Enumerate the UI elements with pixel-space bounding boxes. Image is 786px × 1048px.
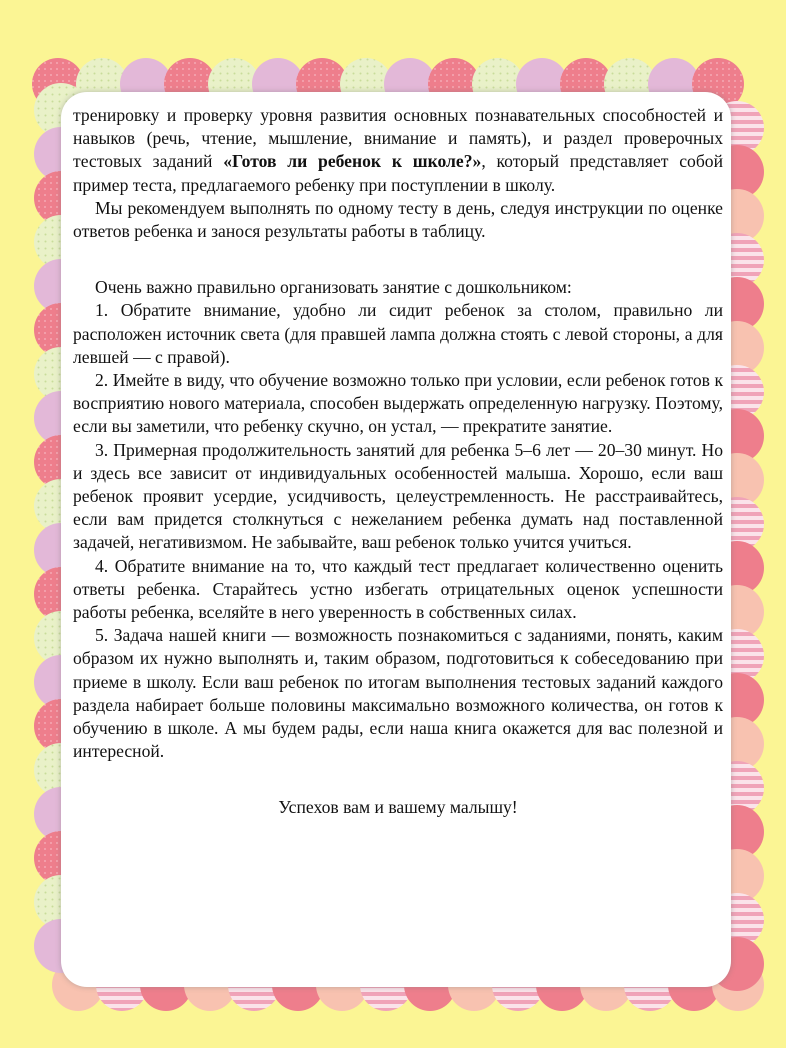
recommend-paragraph: Мы рекомендуем выполнять по одному тесту в день, следуя инструкции по оценке ответов ребенка и занося результаты работы в таблицу. [73,197,723,242]
important-paragraph: Очень важно правильно организовать занятие с дошкольником: [95,277,572,298]
list-item-5: 5. Задача нашей книги — возможность познакомиться с заданиями, понять, каким образом их нужно выполнять и, таким образом, подготовиться к собеседованию при приеме в школу. Если ваш ребенок по итогам выполнения тестовых заданий каждого раздела набирает больше половины максимально возможного количества, он готов к обучению в школе. А мы будем рады, если наша книга окажется для вас полезной и интересной. [73,625,723,762]
test-section-title: «Готов ли ребенок к школе?» [223,151,482,172]
text-card [61,92,731,987]
list-item-2: 2. Имейте в виду, что обучение возможно только при условии, если ребенок готов к восприятию нового материала, способен выдержать определенную нагрузку. Поэтому, если вы заметили, что ребенку скучно, он устал, — прекратите занятие. [73,370,723,437]
list-item-4: 4. Обратите внимание на то, что каждый тест предлагает количественно оценить ответы ребенка. Старайтесь устно избегать отрицательных оценок успешности работы ребенка, вселяйте в него уверенность в собственных силах. [73,555,723,623]
intro-paragraph: тренировку и проверку уровня развития основных познавательных способностей и навыков (речь, чтение, мышление, внимание и память), и раздел проверочных тестовых заданий «Готов ли ребенок к школе?», который представляет собой пример теста, предлагаемого ребенку при поступлении в школу. [73,105,723,195]
list-item-1: 1. Обратите внимание, удобно ли сидит ребенок за столом, правильно ли расположен источник света (для правшей лампа должна стоять с левой стороны, а для левшей — с правой). [73,300,723,367]
list-item-3: 3. Примерная продолжительность занятий для ребенка 5–6 лет — 20–30 минут. Но и здесь все зависит от индивидуальных особенностей малыша. Хорошо, если ваш ребенок проявит усердие, усидчивость, целеустремленность. Не расстраивайтесь, если вам придется столкнуться с нежеланием ребенка думать над поставленной задачей, негативизмом. Не забывайте, ваш ребенок только учится учиться. [73,439,723,553]
closing-wish: Успехов вам и вашему малышу! [278,797,518,818]
